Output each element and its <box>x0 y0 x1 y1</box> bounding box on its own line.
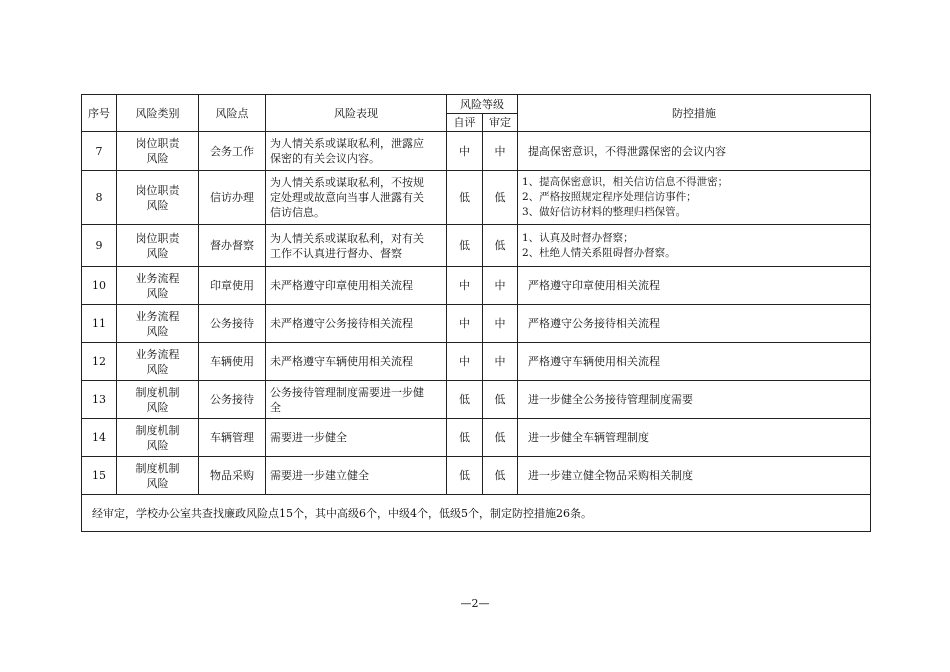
header-risk-level: 风险等级 <box>447 95 518 114</box>
cell-category: 制度机制 风险 <box>117 457 199 495</box>
table-row <box>82 225 871 267</box>
cell-manifestation: 为人情关系或谋取私利，不按规 定处理或故意向当事人泄露有关 信访信息。 <box>266 171 447 225</box>
cell-manifestation: 为人情关系或谋取私利，泄露应 保密的有关会议内容。 <box>266 132 447 171</box>
cell-no: 9 <box>82 225 117 267</box>
header-self-assessment: 自评 <box>447 114 483 132</box>
cell-category: 岗位职责 风险 <box>117 225 199 267</box>
header-approved: 审定 <box>483 114 518 132</box>
cell-category: 岗位职责 风险 <box>117 132 199 171</box>
risk-table <box>81 94 871 532</box>
cell-measures: 提高保密意识，不得泄露保密的会议内容 <box>518 132 871 171</box>
cell-point: 车辆管理 <box>199 419 266 457</box>
cell-manifestation: 未严格遵守公务接待相关流程 <box>266 305 447 343</box>
header-category: 风险类别 <box>117 95 199 132</box>
cell-manifestation: 未严格遵守车辆使用相关流程 <box>266 343 447 381</box>
table-row <box>82 132 871 171</box>
cell-no: 8 <box>82 171 117 225</box>
cell-approved: 中 <box>483 132 518 171</box>
cell-approved: 低 <box>483 171 518 225</box>
cell-no: 14 <box>82 419 117 457</box>
cell-category: 制度机制 风险 <box>117 419 199 457</box>
table-row <box>82 419 871 457</box>
cell-approved: 中 <box>483 305 518 343</box>
cell-self-assessment: 低 <box>447 381 483 419</box>
cell-measures: 严格遵守车辆使用相关流程 <box>518 343 871 381</box>
cell-no: 10 <box>82 267 117 305</box>
cell-measures: 严格遵守印章使用相关流程 <box>518 267 871 305</box>
cell-point: 公务接待 <box>199 381 266 419</box>
table-summary: 经审定，学校办公室共查找廉政风险点15个，其中高级6个，中级4个，低级5个，制定防控措施26条。 <box>82 495 871 532</box>
cell-point: 信访办理 <box>199 171 266 225</box>
cell-point: 公务接待 <box>199 305 266 343</box>
table-row <box>82 305 871 343</box>
cell-no: 15 <box>82 457 117 495</box>
cell-approved: 低 <box>483 419 518 457</box>
cell-self-assessment: 中 <box>447 132 483 171</box>
cell-category: 岗位职责 风险 <box>117 171 199 225</box>
cell-self-assessment: 低 <box>447 225 483 267</box>
cell-point: 会务工作 <box>199 132 266 171</box>
cell-point: 车辆使用 <box>199 343 266 381</box>
cell-approved: 中 <box>483 343 518 381</box>
table-row <box>82 457 871 495</box>
cell-point: 督办督察 <box>199 225 266 267</box>
table-row <box>82 171 871 225</box>
cell-no: 11 <box>82 305 117 343</box>
header-manifestation: 风险表现 <box>266 95 447 132</box>
table-row <box>82 267 871 305</box>
cell-approved: 低 <box>483 457 518 495</box>
cell-measures: 进一步健全车辆管理制度 <box>518 419 871 457</box>
cell-measures: 1、提高保密意识，相关信访信息不得泄密； 2、严格按照规定程序处理信访事件； 3、做好信访材料的整理归档保管。 <box>518 171 871 225</box>
cell-self-assessment: 中 <box>447 343 483 381</box>
cell-measures: 1、认真及时督办督察； 2、杜绝人情关系阻碍督办督察。 <box>518 225 871 267</box>
table-row <box>82 343 871 381</box>
cell-measures: 进一步健全公务接待管理制度需要 <box>518 381 871 419</box>
cell-measures: 进一步建立健全物品采购相关制度 <box>518 457 871 495</box>
header-point: 风险点 <box>199 95 266 132</box>
cell-self-assessment: 低 <box>447 171 483 225</box>
cell-approved: 低 <box>483 381 518 419</box>
cell-manifestation: 为人情关系或谋取私利，对有关 工作不认真进行督办、督察 <box>266 225 447 267</box>
cell-approved: 低 <box>483 225 518 267</box>
cell-self-assessment: 低 <box>447 457 483 495</box>
cell-category: 业务流程 风险 <box>117 267 199 305</box>
cell-self-assessment: 中 <box>447 305 483 343</box>
cell-point: 物品采购 <box>199 457 266 495</box>
cell-manifestation: 需要进一步健全 <box>266 419 447 457</box>
cell-measures: 严格遵守公务接待相关流程 <box>518 305 871 343</box>
header-no: 序号 <box>82 95 117 132</box>
cell-no: 7 <box>82 132 117 171</box>
cell-category: 业务流程 风险 <box>117 305 199 343</box>
cell-no: 12 <box>82 343 117 381</box>
cell-manifestation: 未严格遵守印章使用相关流程 <box>266 267 447 305</box>
cell-point: 印章使用 <box>199 267 266 305</box>
page-number: —2— <box>460 597 490 610</box>
cell-manifestation: 需要进一步建立健全 <box>266 457 447 495</box>
header-measures: 防控措施 <box>518 95 871 132</box>
cell-manifestation: 公务接待管理制度需要进一步健 全 <box>266 381 447 419</box>
cell-self-assessment: 中 <box>447 267 483 305</box>
table-row <box>82 381 871 419</box>
cell-category: 制度机制 风险 <box>117 381 199 419</box>
cell-self-assessment: 低 <box>447 419 483 457</box>
cell-no: 13 <box>82 381 117 419</box>
cell-approved: 中 <box>483 267 518 305</box>
cell-category: 业务流程 风险 <box>117 343 199 381</box>
